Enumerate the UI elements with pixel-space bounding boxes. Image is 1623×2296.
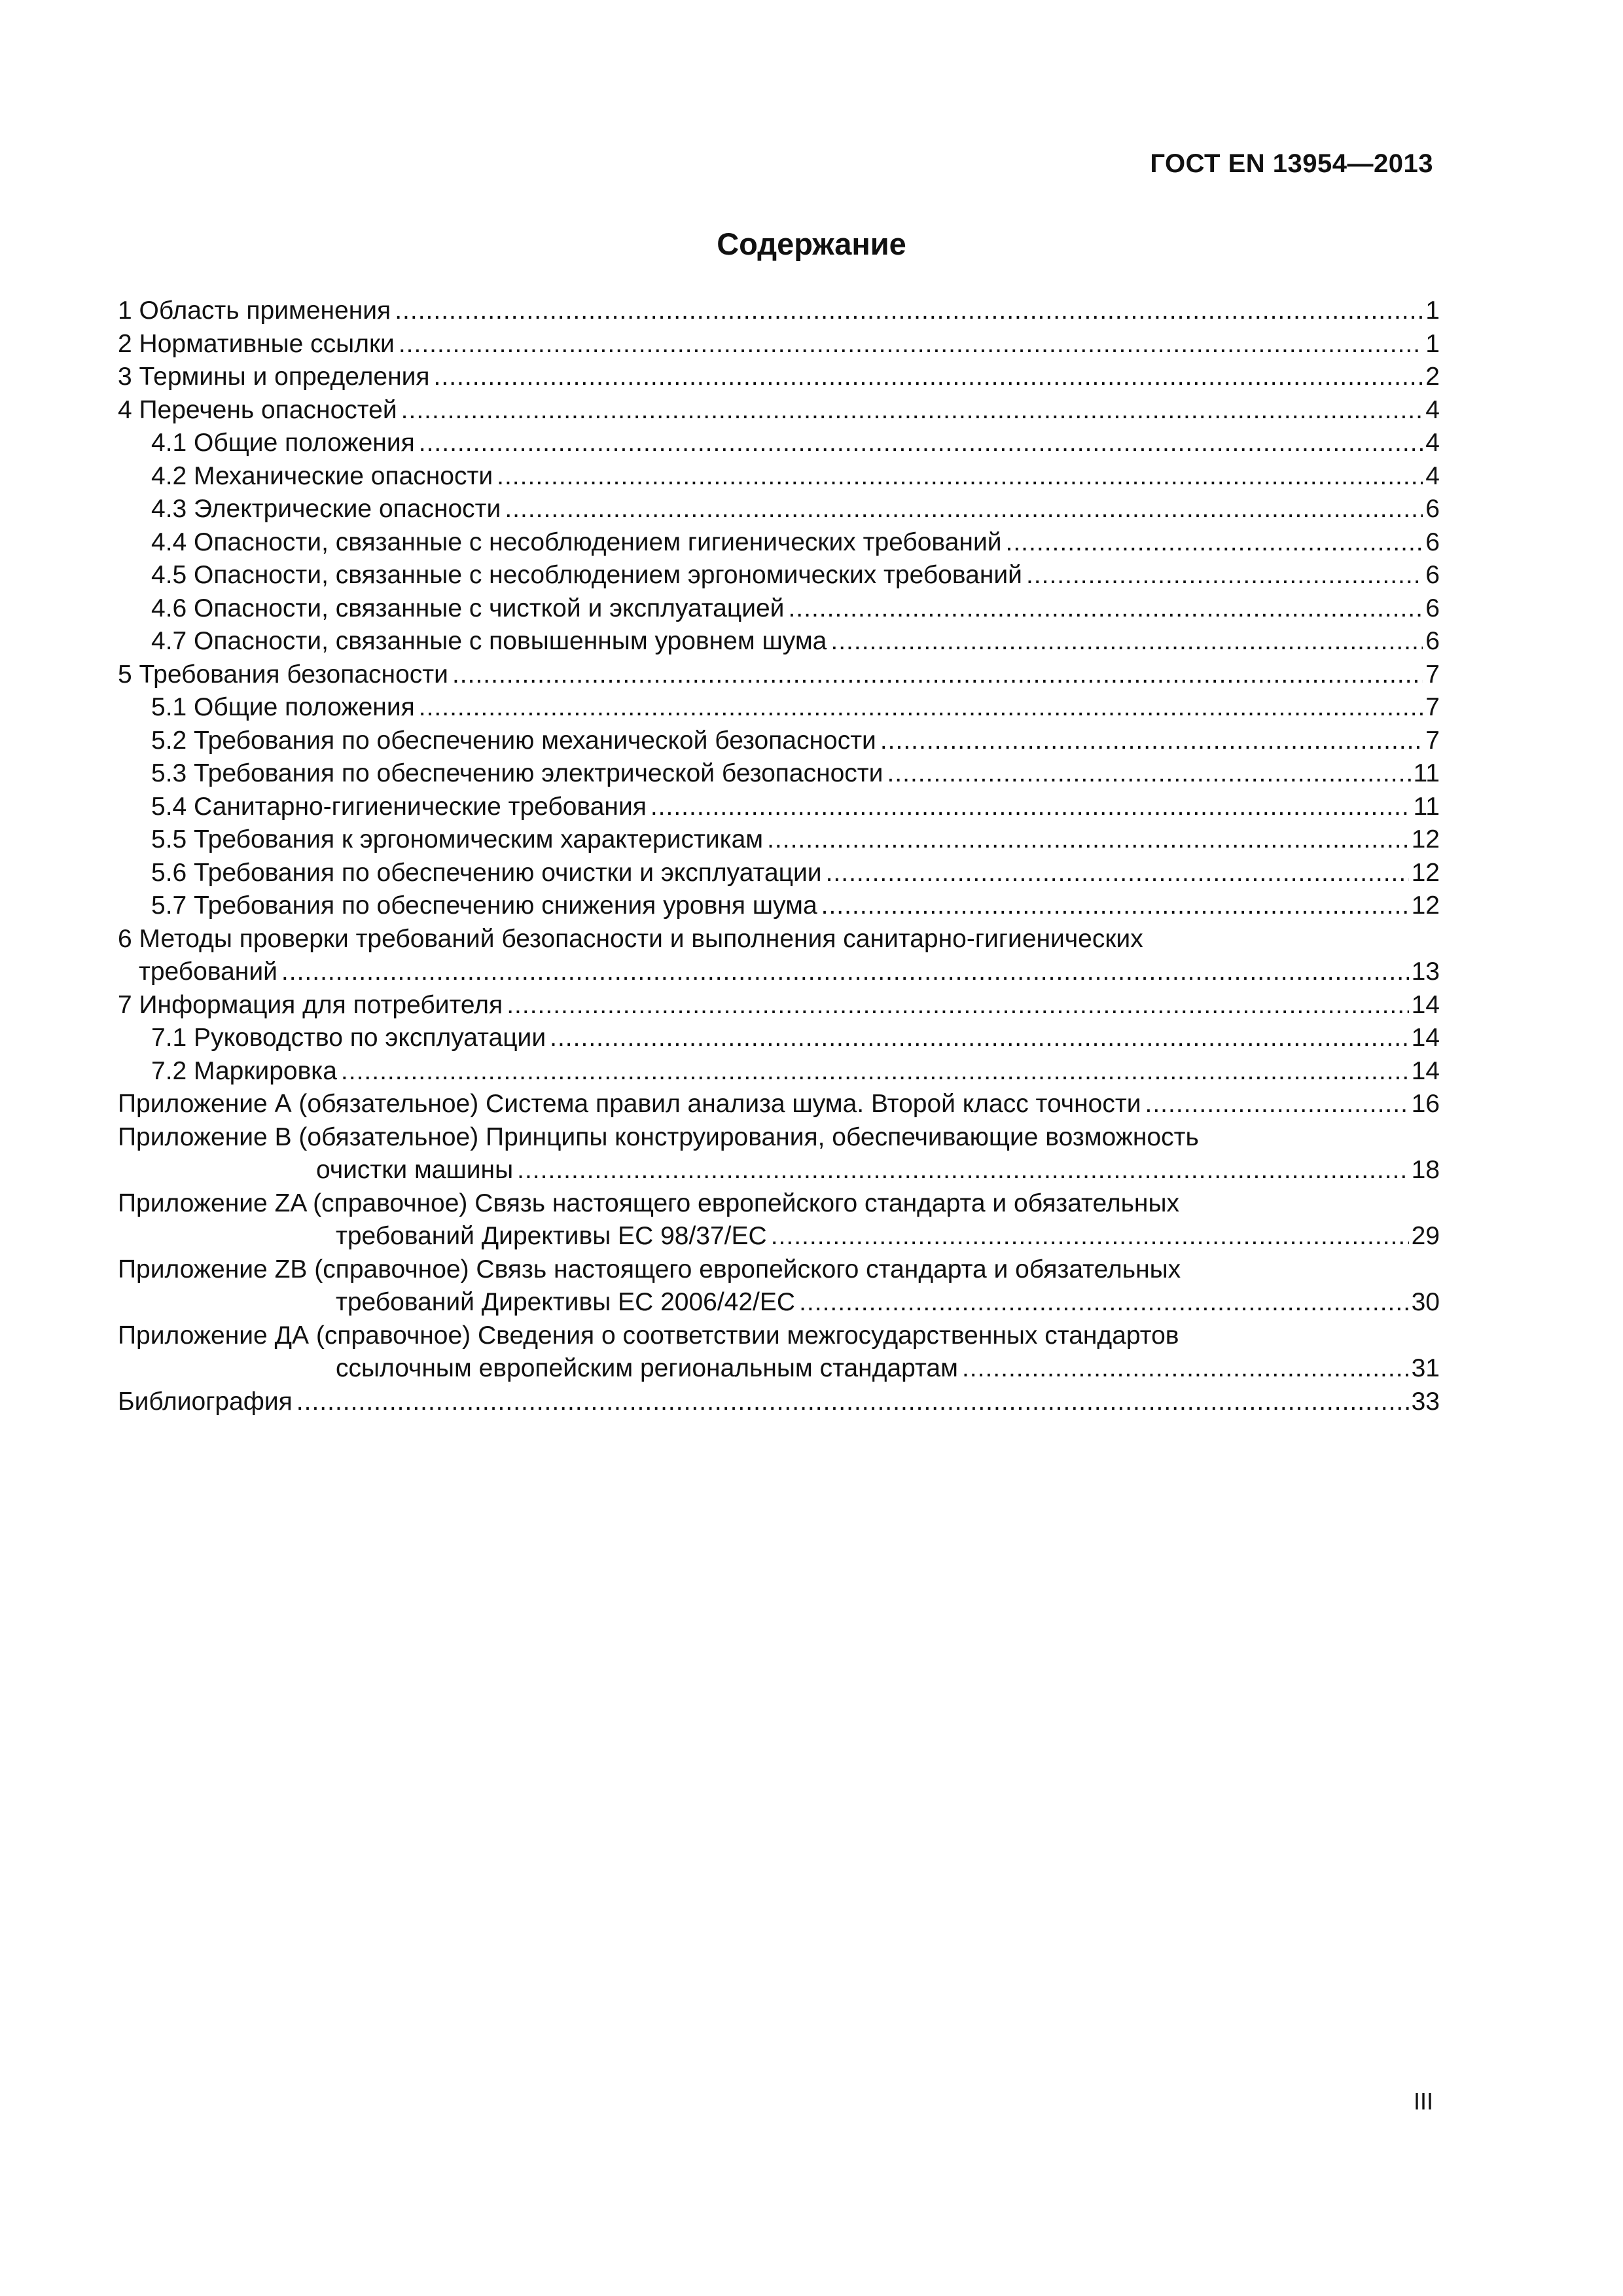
toc-entry[interactable] <box>118 823 1440 857</box>
toc-entry-page: 14 <box>1411 1056 1440 1085</box>
dot-leader <box>788 592 1423 626</box>
toc-entry-title: 5.6 Требования по обеспечению очистки и эксплуатации <box>151 858 822 887</box>
toc-entry-page: 16 <box>1411 1090 1440 1118</box>
dot-leader <box>767 823 1409 857</box>
dot-leader <box>799 1286 1409 1319</box>
dot-leader <box>341 1055 1409 1088</box>
dot-leader <box>399 328 1423 361</box>
toc-entry-page: 14 <box>1411 1024 1440 1052</box>
toc-entry-title: 7.1 Руководство по эксплуатации <box>151 1024 546 1052</box>
toc-entry-page: 30 <box>1411 1288 1440 1316</box>
toc-entry[interactable] <box>118 889 1440 923</box>
toc-entry[interactable] <box>118 1088 1440 1121</box>
toc-entry-title-line1[interactable]: 6 Методы проверки требований безопасности и выполнения санитарно-гигиенических <box>118 924 1143 953</box>
toc-entry-page: 6 <box>1425 495 1440 523</box>
toc-entry-page: 29 <box>1411 1222 1440 1250</box>
dot-leader <box>1006 526 1423 560</box>
dot-leader <box>497 460 1423 493</box>
toc-entry-page: 7 <box>1425 693 1440 721</box>
toc-entry-page: 33 <box>1411 1387 1440 1416</box>
toc-entry-title: 4.1 Общие положения <box>151 429 415 457</box>
toc-entry-title: Библиография <box>118 1387 293 1416</box>
dot-leader <box>880 725 1423 758</box>
toc-entry[interactable] <box>118 559 1440 592</box>
dot-leader <box>887 757 1410 791</box>
toc-entry[interactable] <box>118 1386 1440 1419</box>
page-number: III <box>1413 2088 1433 2115</box>
toc-entry-page: 1 <box>1425 329 1440 358</box>
toc-entry[interactable] <box>118 493 1440 526</box>
dot-leader <box>505 493 1423 526</box>
table-of-contents <box>118 295 1440 1418</box>
toc-entry-title: 7.2 Маркировка <box>151 1056 337 1085</box>
dot-leader <box>550 1022 1408 1055</box>
toc-entry-title: 1 Область применения <box>118 296 391 325</box>
toc-entry-page: 2 <box>1425 363 1440 391</box>
dot-leader <box>1145 1088 1409 1121</box>
toc-entry[interactable] <box>118 1352 1440 1386</box>
toc-entry-page: 11 <box>1413 792 1440 821</box>
toc-entry[interactable] <box>118 625 1440 658</box>
document-code: ГОСТ EN 13954—2013 <box>1150 149 1433 178</box>
toc-entry[interactable] <box>118 725 1440 758</box>
toc-entry-page: 31 <box>1411 1354 1440 1382</box>
toc-entry-page: 11 <box>1413 759 1440 787</box>
dot-leader <box>962 1352 1409 1386</box>
toc-entry[interactable] <box>118 1055 1440 1088</box>
toc-entry-title-line2: требований Директивы ЕС 98/37/ЕС <box>336 1222 767 1250</box>
dot-leader <box>826 857 1409 890</box>
toc-entry-title: 5 Требования безопасности <box>118 660 448 689</box>
toc-entry[interactable] <box>118 691 1440 725</box>
toc-entry-page: 7 <box>1425 726 1440 755</box>
toc-entry-title: 4.7 Опасности, связанные с повышенным уровнем шума <box>151 627 827 655</box>
toc-entry-title: 4.6 Опасности, связанные с чисткой и эксплуатацией <box>151 594 785 622</box>
toc-entry[interactable] <box>118 1220 1440 1253</box>
toc-entry-title: 5.5 Требования к эргономическим характеристикам <box>151 825 764 853</box>
toc-entry-title: 4.3 Электрические опасности <box>151 495 501 523</box>
toc-entry-page: 12 <box>1411 891 1440 920</box>
toc-entry-page: 6 <box>1425 594 1440 622</box>
dot-leader <box>419 427 1423 460</box>
toc-entry[interactable] <box>118 328 1440 361</box>
dot-leader <box>507 989 1408 1022</box>
toc-entry[interactable] <box>118 592 1440 626</box>
toc-entry-title: 4.5 Опасности, связанные с несоблюдением эргономических требований <box>151 561 1022 589</box>
toc-entry-title-line1[interactable]: Приложение ДА (справочное) Сведения о соответствии межгосударственных стандартов <box>118 1321 1179 1350</box>
toc-entry-page: 4 <box>1425 395 1440 424</box>
dot-leader <box>281 956 1409 989</box>
toc-entry-title: 5.7 Требования по обеспечению снижения уровня шума <box>151 891 817 920</box>
toc-entry-page: 12 <box>1411 858 1440 887</box>
dot-leader <box>395 295 1423 328</box>
dot-leader <box>434 361 1423 394</box>
toc-entry[interactable] <box>118 791 1440 824</box>
dot-leader <box>296 1386 1409 1419</box>
toc-entry-title: 3 Термины и определения <box>118 363 430 391</box>
toc-entry-page: 6 <box>1425 627 1440 655</box>
toc-entry-title-line2: очистки машины <box>316 1156 514 1184</box>
toc-entry-title: 2 Нормативные ссылки <box>118 329 395 358</box>
toc-entry[interactable] <box>118 1286 1440 1319</box>
toc-entry[interactable] <box>118 295 1440 328</box>
dot-leader <box>452 658 1423 692</box>
toc-entry-page: 4 <box>1425 429 1440 457</box>
toc-entry[interactable] <box>118 658 1440 692</box>
toc-entry-title: 4 Перечень опасностей <box>118 395 397 424</box>
toc-entry-title-line1[interactable]: Приложение ZA (справочное) Связь настоящего европейского стандарта и обязательных <box>118 1189 1179 1217</box>
toc-entry-title: Приложение А (обязательное) Система правил анализа шума. Второй класс точности <box>118 1090 1141 1118</box>
toc-entry[interactable] <box>118 394 1440 427</box>
toc-entry-title: 4.2 Механические опасности <box>151 461 493 490</box>
toc-entry-title-line1[interactable]: Приложение ZB (справочное) Связь настоящего европейского стандарта и обязательных <box>118 1255 1181 1283</box>
toc-entry[interactable] <box>118 1022 1440 1055</box>
toc-entry[interactable] <box>118 526 1440 560</box>
dot-leader <box>821 889 1409 923</box>
toc-entry-page: 7 <box>1425 660 1440 689</box>
dot-leader <box>830 625 1423 658</box>
toc-entry[interactable] <box>118 1154 1440 1187</box>
dot-leader <box>651 791 1411 824</box>
dot-leader <box>1026 559 1423 592</box>
toc-entry-title-line2: требований Директивы ЕС 2006/42/ЕС <box>336 1288 796 1316</box>
toc-entry-page: 14 <box>1411 990 1440 1019</box>
toc-title: Содержание <box>717 226 906 261</box>
dot-leader <box>419 691 1423 725</box>
toc-entry-title: 5.1 Общие положения <box>151 693 415 721</box>
toc-entry[interactable] <box>118 956 1440 989</box>
toc-entry[interactable] <box>118 460 1440 493</box>
toc-entry-page: 1 <box>1425 296 1440 325</box>
toc-entry-title-line2: требований <box>139 958 277 986</box>
toc-entry-page: 6 <box>1425 528 1440 556</box>
toc-entry[interactable] <box>118 757 1440 791</box>
toc-entry-title: 5.2 Требования по обеспечению механической безопасности <box>151 726 876 755</box>
toc-entry-title: 5.3 Требования по обеспечению электрической безопасности <box>151 759 883 787</box>
toc-entry[interactable] <box>118 989 1440 1022</box>
dot-leader <box>517 1154 1408 1187</box>
dot-leader <box>771 1220 1409 1253</box>
toc-entry-page: 6 <box>1425 561 1440 589</box>
toc-entry-title-line2: ссылочным европейским региональным стандартам <box>336 1354 958 1382</box>
toc-entry-page: 12 <box>1411 825 1440 853</box>
toc-entry-title: 5.4 Санитарно-гигиенические требования <box>151 792 647 821</box>
dot-leader <box>401 394 1423 427</box>
toc-entry-page: 13 <box>1411 958 1440 986</box>
toc-entry-title: 4.4 Опасности, связанные с несоблюдением гигиенических требований <box>151 528 1002 556</box>
toc-entry-title: 7 Информация для потребителя <box>118 990 503 1019</box>
toc-entry-page: 18 <box>1411 1156 1440 1184</box>
toc-entry[interactable] <box>118 427 1440 460</box>
toc-entry-page: 4 <box>1425 461 1440 490</box>
toc-entry[interactable] <box>118 857 1440 890</box>
toc-entry-title-line1[interactable]: Приложение В (обязательное) Принципы конструирования, обеспечивающие возможность <box>118 1122 1199 1151</box>
toc-entry[interactable] <box>118 361 1440 394</box>
